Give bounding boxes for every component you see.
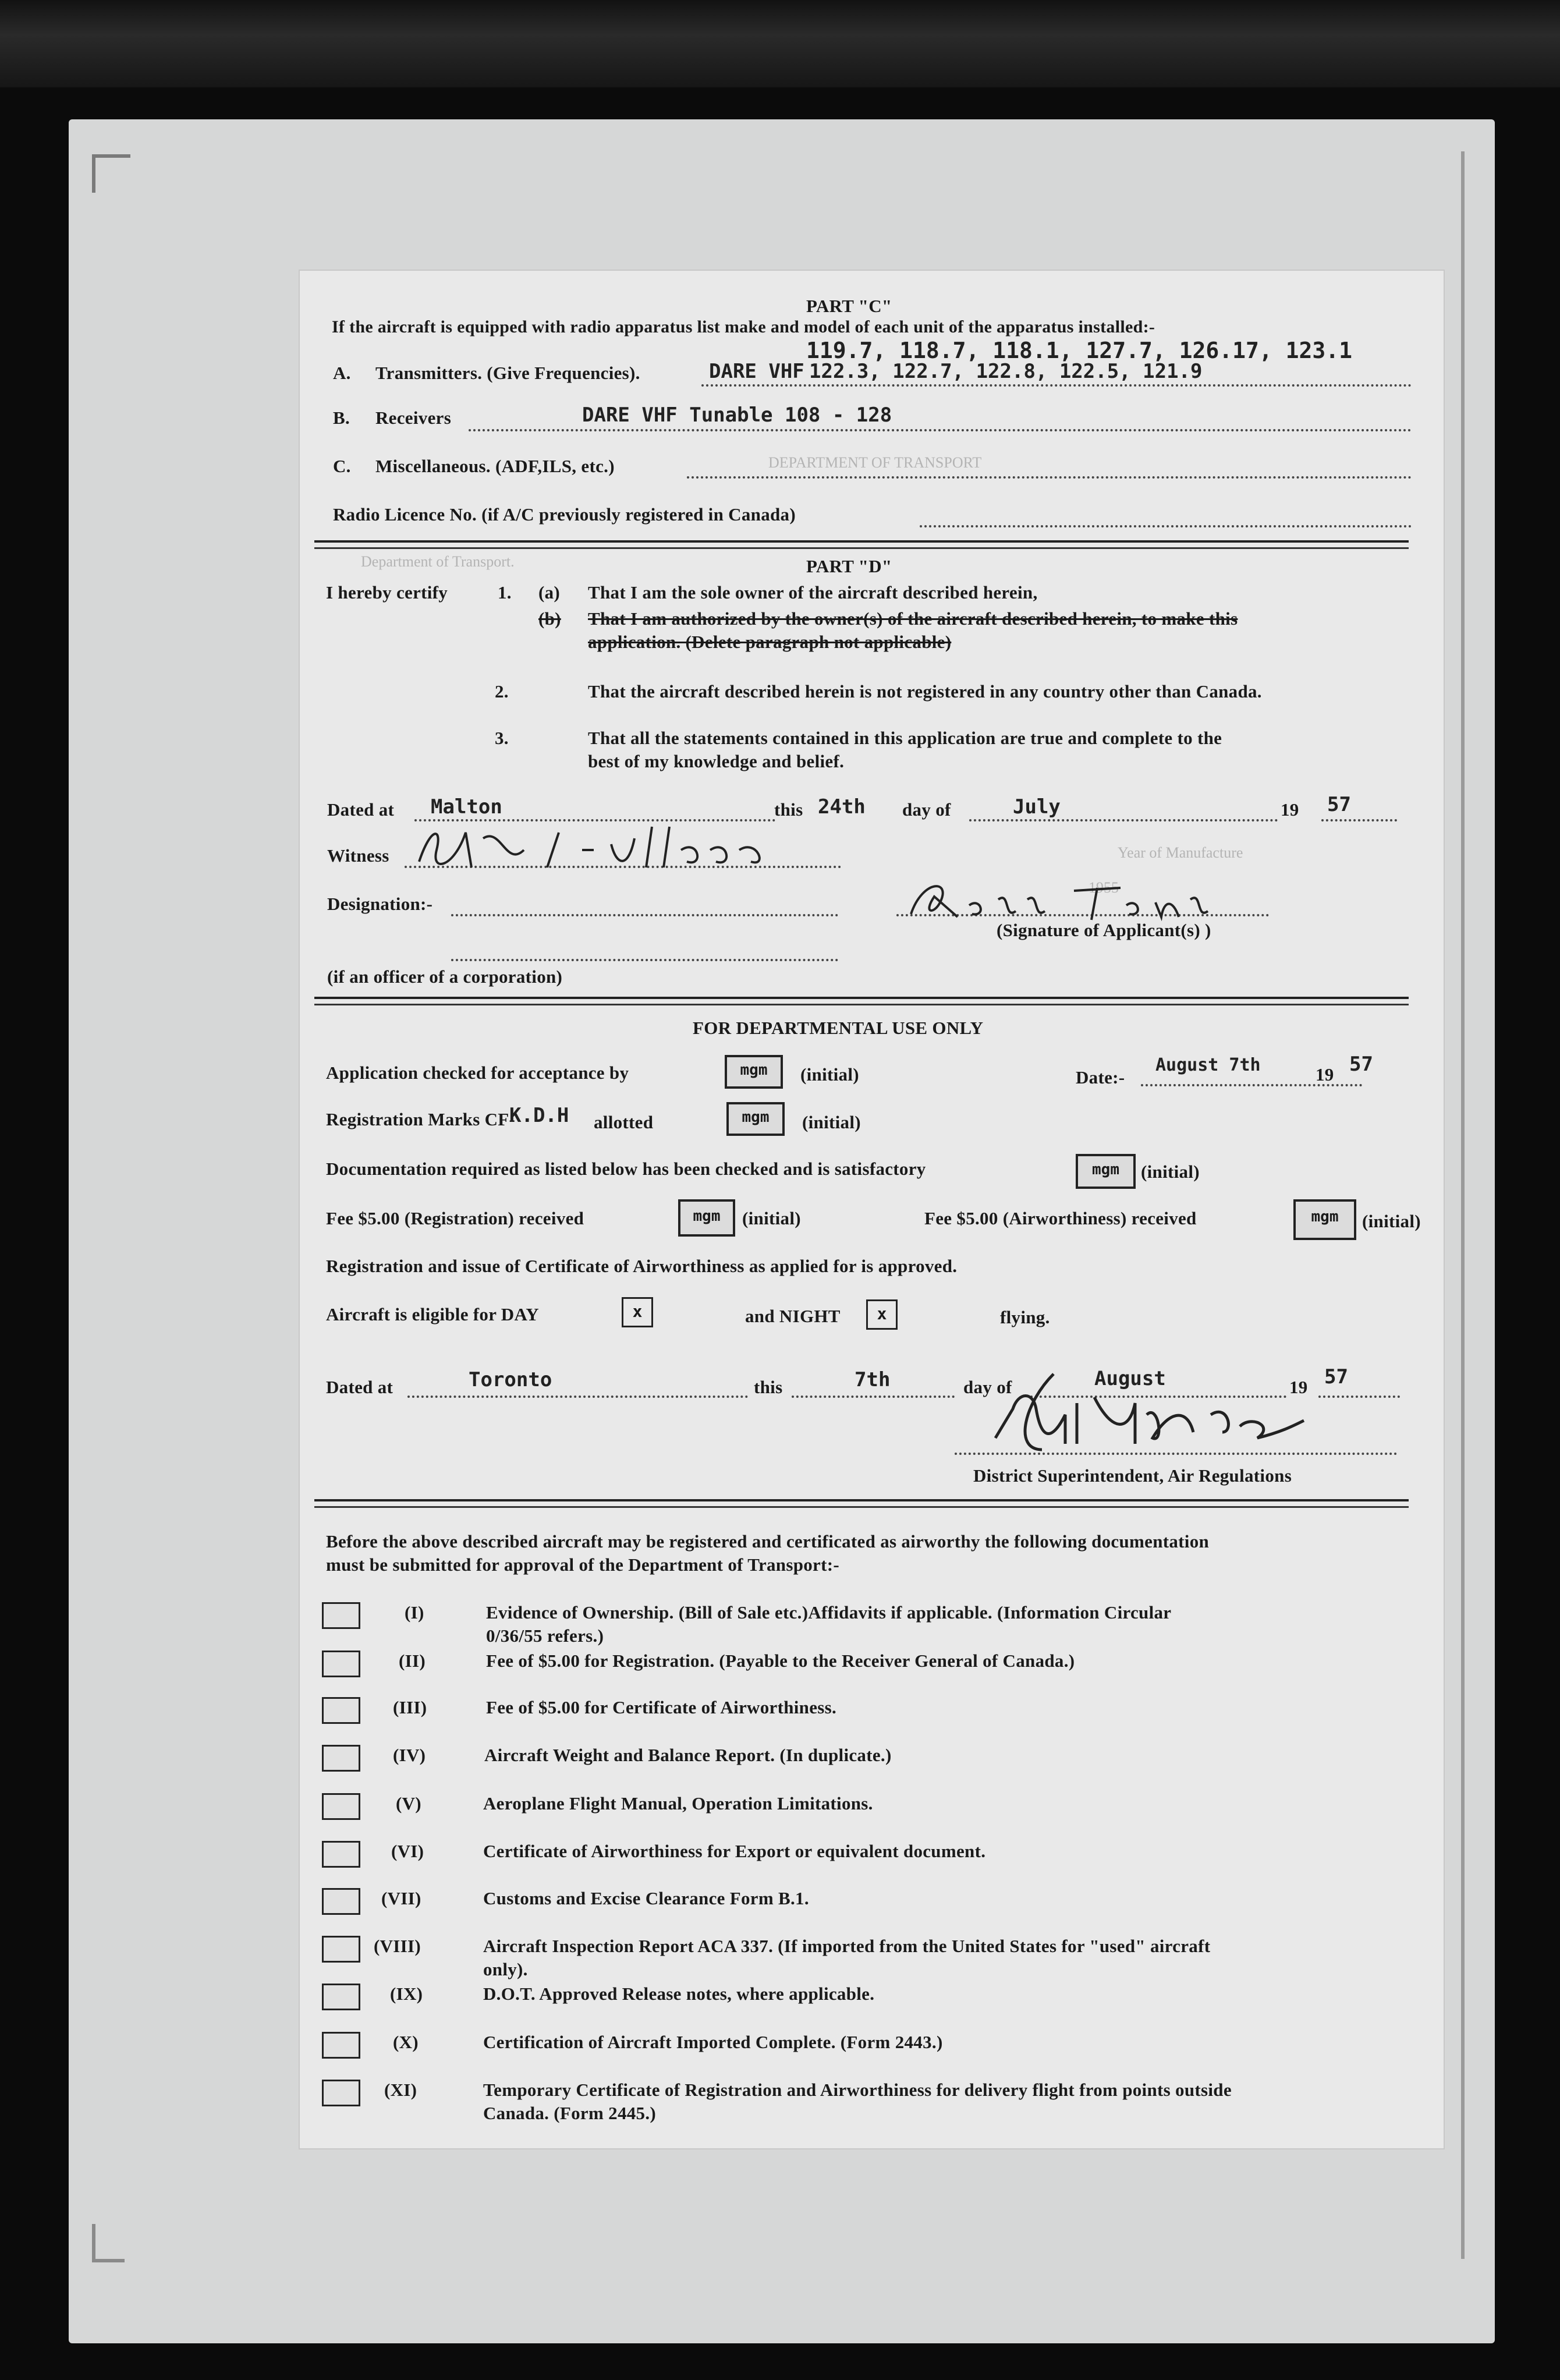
designation-dotline: [451, 914, 838, 916]
doc-list-intro-line2: must be submitted for approval of the Department of Transport:-: [326, 1554, 839, 1575]
officer-note: (if an officer of a corporation): [327, 966, 563, 987]
fee-airworthiness-label: Fee $5.00 (Airworthiness) received: [924, 1208, 1197, 1228]
corner-mark-bottom-left: [92, 2224, 125, 2262]
doc-item-number: (II): [399, 1651, 426, 1671]
doc-item-checkbox[interactable]: [322, 1888, 360, 1915]
part-c-b-label: B.: [333, 408, 350, 428]
part-c-intro: If the aircraft is equipped with radio apparatus list make and model of each unit of the apparatus installed:-: [332, 317, 1155, 337]
witness-signature: [407, 815, 850, 879]
certify-label: I hereby certify: [326, 582, 448, 603]
doc-item-number: (VII): [381, 1888, 421, 1908]
initial-label: (initial): [802, 1112, 861, 1132]
eligible-night-label: and NIGHT: [745, 1306, 841, 1326]
receivers-label: Receivers: [375, 408, 452, 428]
item2-number: 2.: [495, 681, 509, 702]
month-value: August: [1094, 1367, 1166, 1390]
section-rule: [314, 1506, 1409, 1508]
initial-stamp: mgm: [726, 1102, 785, 1136]
initial-label: (initial): [1141, 1161, 1200, 1182]
day-checkbox[interactable]: x: [622, 1297, 653, 1327]
doc-item-number: (III): [393, 1697, 427, 1717]
doc-item-checkbox[interactable]: [322, 2032, 360, 2059]
item1b-text-line2: application. (Delete paragraph not applicable): [588, 632, 952, 652]
doc-item-text: Fee of $5.00 for Certificate of Airworthiness.: [486, 1697, 837, 1717]
doc-item-checkbox[interactable]: [322, 2080, 360, 2106]
doc-item-number: (XI): [384, 2080, 417, 2100]
doc-item-text: Certificate of Airworthiness for Export or equivalent document.: [483, 1841, 986, 1861]
date-year: 57: [1349, 1053, 1373, 1076]
doc-item-text-line2: 0/36/55 refers.): [486, 1625, 604, 1646]
section-rule: [314, 547, 1409, 549]
reg-marks-label: Registration Marks CF-: [326, 1109, 516, 1129]
month-dotline: [969, 819, 1278, 821]
day-value: 24th: [818, 795, 866, 819]
doc-item-text-line2: Canada. (Form 2445.): [483, 2103, 657, 2123]
film-strip-top: [0, 0, 1560, 87]
doc-item-text: Certification of Aircraft Imported Complete. (Form 2443.): [483, 2032, 943, 2052]
date-label: Date:-: [1076, 1067, 1125, 1088]
year-dotline: [1321, 819, 1397, 821]
section-rule: [314, 997, 1409, 999]
flying-label: flying.: [1000, 1307, 1050, 1327]
doc-item-checkbox[interactable]: [322, 1936, 360, 1963]
doc-item-checkbox[interactable]: [322, 1984, 360, 2010]
transmitter-make: DARE VHF: [709, 360, 804, 383]
initial-label: (initial): [1362, 1211, 1421, 1231]
doc-item-number: (IV): [393, 1745, 426, 1765]
dated-at-label: Dated at: [327, 799, 395, 820]
initial-stamp: mgm: [725, 1055, 783, 1089]
allotted-label: allotted: [594, 1112, 654, 1132]
app-checked-label: Application checked for acceptance by: [326, 1062, 629, 1083]
doc-item-number: (I): [405, 1602, 424, 1623]
initial-stamp: mgm: [678, 1199, 735, 1237]
doc-item-text: Aircraft Weight and Balance Report. (In duplicate.): [484, 1745, 892, 1765]
radio-licence-label: Radio Licence No. (if A/C previously registered in Canada): [333, 504, 796, 525]
day-dotline: [792, 1396, 955, 1398]
item1-number: 1.: [498, 582, 512, 603]
item2-text: That the aircraft described herein is not registered in any country other than Canada.: [588, 681, 1262, 702]
dated-at-value: Toronto: [469, 1368, 552, 1391]
item1b-letter: (b): [538, 608, 561, 629]
day-of-label: day of: [902, 799, 951, 820]
doc-item-text-line2: only).: [483, 1959, 528, 1979]
date-value: August 7th: [1155, 1055, 1261, 1075]
doc-item-text: Evidence of Ownership. (Bill of Sale etc.)Affidavits if applicable. (Information Circular: [486, 1602, 1172, 1623]
departmental-heading: FOR DEPARTMENTAL USE ONLY: [693, 1018, 984, 1038]
doc-item-checkbox[interactable]: [322, 1841, 360, 1868]
reg-marks-value: K.D.H: [509, 1104, 569, 1127]
doc-item-number: (VI): [391, 1841, 424, 1861]
doc-item-text: Fee of $5.00 for Registration. (Payable to the Receiver General of Canada.): [486, 1651, 1075, 1671]
reg-issue-label: Registration and issue of Certificate of Airworthiness as applied for is approved.: [326, 1256, 958, 1276]
bleed-through-text: 1955: [1089, 879, 1119, 896]
superintendent-dotline: [955, 1453, 1397, 1455]
item1a-letter: (a): [538, 582, 561, 603]
day-value: 7th: [855, 1368, 891, 1391]
transmitter-frequencies-line1: 119.7, 118.7, 118.1, 127.7, 126.17, 123.1: [806, 338, 1352, 363]
witness-label: Witness: [327, 845, 389, 866]
doc-item-checkbox[interactable]: [322, 1793, 360, 1820]
initial-label: (initial): [742, 1208, 801, 1228]
doc-item-text: Aircraft Inspection Report ACA 337. (If imported from the United States for "used" aircraft: [483, 1936, 1211, 1956]
receivers-dotline: [469, 429, 1412, 431]
miscellaneous-dotline: [687, 476, 1412, 479]
radio-licence-dotline: [920, 525, 1412, 527]
doc-item-number: (V): [396, 1793, 421, 1814]
initial-stamp: mgm: [1293, 1199, 1356, 1240]
day-of-label: day of: [963, 1377, 1012, 1397]
documentation-checked-label: Documentation required as listed below has been checked and is satisfactory: [326, 1159, 926, 1179]
year-value: 57: [1324, 1365, 1348, 1389]
bleed-through-text: Department of Transport.: [361, 553, 515, 570]
designation-dotline-2: [451, 959, 838, 961]
fee-registration-label: Fee $5.00 (Registration) received: [326, 1208, 584, 1228]
doc-item-text: Customs and Excise Clearance Form B.1.: [483, 1888, 809, 1908]
doc-item-checkbox[interactable]: [322, 1697, 360, 1724]
item3-number: 3.: [495, 728, 509, 748]
miscellaneous-label: Miscellaneous. (ADF,ILS, etc.): [375, 456, 615, 476]
doc-item-checkbox[interactable]: [322, 1651, 360, 1677]
doc-list-intro-line1: Before the above described aircraft may be registered and certificated as airworthy the following documentation: [326, 1531, 1210, 1552]
initial-label: (initial): [800, 1064, 859, 1085]
eligible-day-label: Aircraft is eligible for DAY: [326, 1304, 539, 1324]
transmitter-frequencies-line2: 122.3, 122.7, 122.8, 122.5, 121.9: [809, 360, 1203, 383]
section-rule: [314, 540, 1409, 543]
bleed-through-text: DEPARTMENT OF TRANSPORT: [768, 454, 982, 471]
month-value: July: [1013, 795, 1061, 819]
year-value: 57: [1327, 793, 1351, 816]
year-prefix: 19: [1289, 1377, 1308, 1397]
date-year-prefix: 19: [1316, 1064, 1334, 1085]
item3-text-line2: best of my knowledge and belief.: [588, 751, 845, 771]
superintendent-signature: [978, 1368, 1316, 1455]
doc-item-checkbox[interactable]: [322, 1602, 360, 1629]
transmitters-dotline: [701, 384, 1412, 387]
bleed-through-text: Year of Manufacture: [1118, 844, 1243, 861]
dated-at-label: Dated at: [326, 1377, 393, 1397]
page-edge-right: [1461, 151, 1465, 2259]
doc-item-number: (VIII): [374, 1936, 421, 1956]
doc-item-text: Aeroplane Flight Manual, Operation Limitations.: [483, 1793, 873, 1814]
section-rule: [314, 1004, 1409, 1005]
doc-item-number: (X): [393, 2032, 419, 2052]
corner-mark-top-left: [92, 154, 130, 193]
superintendent-caption: District Superintendent, Air Regulations: [973, 1465, 1292, 1486]
doc-item-text: D.O.T. Approved Release notes, where applicable.: [483, 1984, 875, 2004]
year-dotline: [1318, 1396, 1400, 1398]
year-prefix: 19: [1281, 799, 1299, 820]
transmitters-label: Transmitters. (Give Frequencies).: [375, 363, 640, 383]
part-c-a-label: A.: [333, 363, 351, 383]
applicant-signature: [899, 873, 1272, 926]
designation-label: Designation:-: [327, 894, 433, 914]
doc-item-checkbox[interactable]: [322, 1745, 360, 1772]
initial-stamp: mgm: [1076, 1154, 1136, 1189]
dated-at-value: Malton: [431, 795, 502, 819]
part-d-heading: PART "D": [806, 556, 892, 576]
doc-item-number: (IX): [390, 1984, 423, 2004]
part-c-c-label: C.: [333, 456, 351, 476]
this-label: this: [754, 1377, 783, 1397]
item1a-text: That I am the sole owner of the aircraft described herein,: [588, 582, 1038, 603]
receivers-value: DARE VHF Tunable 108 - 128: [582, 403, 892, 427]
this-label: this: [774, 799, 803, 820]
item3-text-line1: That all the statements contained in this application are true and complete to the: [588, 728, 1222, 748]
date-dotline: [1141, 1084, 1362, 1086]
night-checkbox[interactable]: x: [866, 1299, 898, 1330]
dated-at-dotline: [407, 1396, 748, 1398]
signature-caption: (Signature of Applicant(s) ): [997, 920, 1211, 940]
part-c-heading: PART "C": [806, 296, 892, 316]
doc-item-text: Temporary Certificate of Registration and Airworthiness for delivery flight from points outside: [483, 2080, 1232, 2100]
section-rule: [314, 1499, 1409, 1501]
item1b-text-line1: That I am authorized by the owner(s) of the aircraft described herein, to make this: [588, 608, 1238, 629]
